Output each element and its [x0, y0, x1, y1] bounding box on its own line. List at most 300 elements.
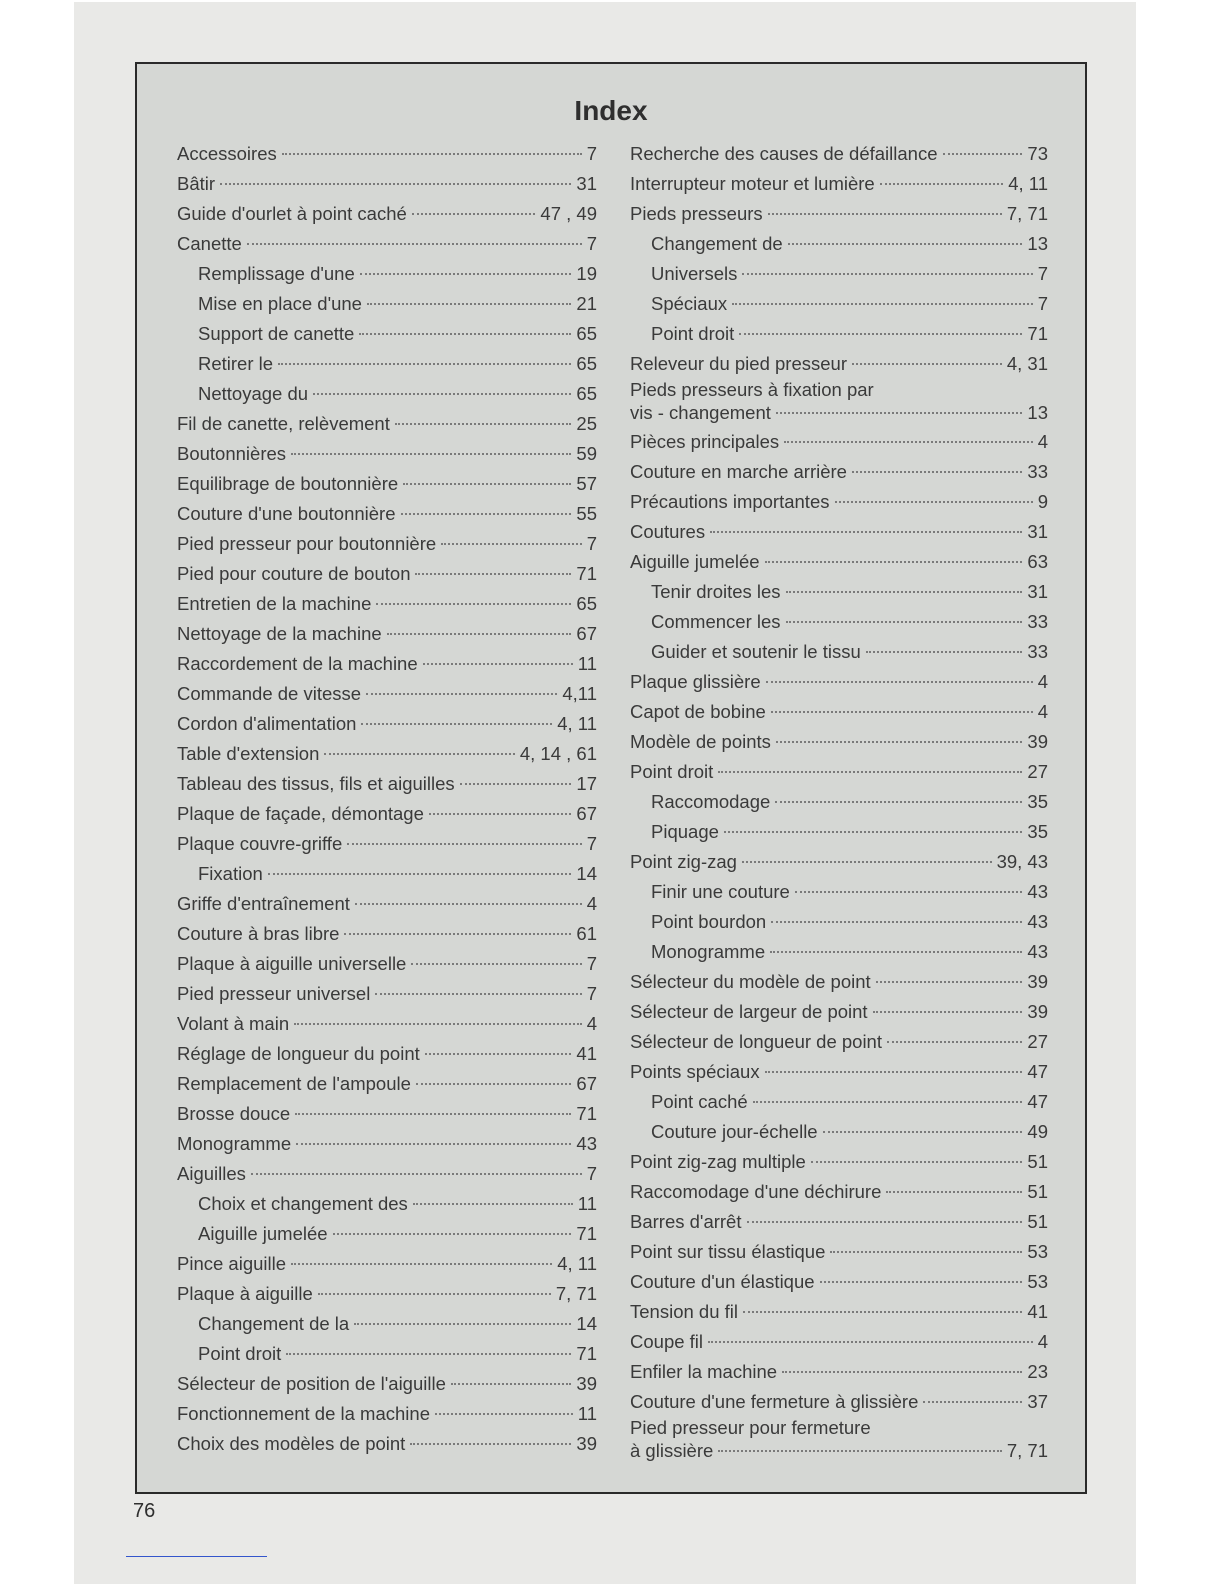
entry-page: 13	[1027, 402, 1048, 423]
index-entry	[630, 1327, 1048, 1357]
dot-leader	[451, 1383, 572, 1385]
index-entry	[177, 559, 597, 589]
entry-page: 4, 14 , 61	[519, 743, 597, 764]
dot-leader	[747, 1221, 1023, 1223]
index-entry	[630, 349, 1048, 379]
entry-label: Accessoires	[177, 143, 277, 164]
left-index-column	[177, 139, 597, 1459]
entry-label: Table d'extension	[177, 743, 320, 764]
index-entry	[177, 829, 597, 859]
entry-label: Aiguille jumelée	[198, 1223, 328, 1244]
entry-label: Interrupteur moteur et lumière	[630, 173, 875, 194]
dot-leader	[753, 1101, 1023, 1103]
index-entry	[630, 967, 1048, 997]
entry-label: Tableau des tissus, fils et aiguilles	[177, 773, 455, 794]
entry-page: 31	[1027, 581, 1048, 602]
entry-label: Réglage de longueur du point	[177, 1043, 420, 1064]
index-entry	[177, 589, 597, 619]
entry-label: Guide d'ourlet à point caché	[177, 203, 407, 224]
dot-leader	[866, 651, 1023, 653]
entry-label: Bâtir	[177, 173, 216, 194]
dot-leader	[395, 423, 572, 425]
entry-label: Point sur tissu élastique	[630, 1241, 826, 1262]
dot-leader	[732, 303, 1033, 305]
index-entry	[177, 469, 597, 499]
entry-label: Pieds presseurs	[630, 203, 763, 224]
entry-label: Pince aiguille	[177, 1253, 287, 1274]
entry-label: Canette	[177, 233, 242, 254]
dot-leader	[333, 1233, 572, 1235]
dot-leader	[765, 1071, 1023, 1073]
dot-leader	[880, 183, 1004, 185]
index-entry	[630, 547, 1048, 577]
dot-leader	[220, 183, 571, 185]
entry-page: 27	[1027, 761, 1048, 782]
index-entry	[630, 517, 1048, 547]
entry-label: Plaque couvre-griffe	[177, 833, 343, 854]
entry-page: 14	[576, 1313, 597, 1334]
entry-page: 31	[576, 173, 597, 194]
dot-leader	[742, 273, 1032, 275]
entry-label: Recherche des causes de défaillance	[630, 143, 938, 164]
index-entry	[177, 979, 597, 1009]
entry-page: 11	[577, 1403, 597, 1424]
index-entry	[630, 787, 1048, 817]
entry-page: 37	[1027, 1391, 1048, 1412]
dot-leader	[278, 363, 571, 365]
entry-label: Retirer le	[198, 353, 274, 374]
index-entry	[177, 1279, 597, 1309]
entry-page: 47 , 49	[540, 203, 597, 224]
entry-page: 14	[576, 863, 597, 884]
dot-leader	[739, 333, 1022, 335]
index-entry	[177, 199, 597, 229]
entry-page: 67	[576, 1073, 597, 1094]
index-entry	[177, 1249, 597, 1279]
dot-leader	[347, 843, 581, 845]
index-entry	[177, 1069, 597, 1099]
entry-page: 33	[1027, 641, 1048, 662]
entry-label: Point droit	[198, 1343, 282, 1364]
dot-leader	[295, 1113, 571, 1115]
entry-label: Fixation	[198, 863, 263, 884]
entry-label: Guider et soutenir le tissu	[651, 641, 861, 662]
dot-leader	[795, 891, 1023, 893]
entry-page: 35	[1027, 821, 1048, 842]
entry-page: 4, 11	[557, 713, 597, 734]
dot-leader	[771, 711, 1033, 713]
entry-page: 19	[576, 263, 597, 284]
dot-leader	[835, 501, 1033, 503]
dot-leader	[401, 513, 572, 515]
entry-page: 43	[1027, 941, 1048, 962]
entry-page: 4	[1037, 1331, 1048, 1352]
entry-label: Tension du fil	[630, 1301, 738, 1322]
entry-label: Couture d'un élastique	[630, 1271, 815, 1292]
dot-leader	[873, 1011, 1023, 1013]
dot-leader	[425, 1053, 572, 1055]
dot-leader	[360, 273, 572, 275]
index-entry	[630, 139, 1048, 169]
entry-page: 7	[586, 233, 597, 254]
entry-page: 21	[576, 293, 597, 314]
entry-continuation	[630, 401, 1048, 427]
dot-leader	[830, 1251, 1022, 1253]
entry-label: Volant à main	[177, 1013, 290, 1034]
dot-leader	[887, 1041, 1022, 1043]
entry-page: 9	[1037, 491, 1048, 512]
entry-label: Raccomodage	[651, 791, 771, 812]
entry-label: Changement de la	[198, 1313, 350, 1334]
index-entry	[177, 709, 597, 739]
entry-page: 43	[1027, 911, 1048, 932]
index-entry	[177, 739, 597, 769]
index-entry	[177, 409, 597, 439]
entry-page: 71	[1027, 323, 1048, 344]
index-entry	[630, 229, 1048, 259]
index-entry	[630, 379, 1048, 427]
entry-page: 25	[576, 413, 597, 434]
entry-page: 65	[576, 593, 597, 614]
dot-leader	[886, 1191, 1022, 1193]
dot-leader	[923, 1401, 1022, 1403]
entry-label: Equilibrage de boutonnière	[177, 473, 399, 494]
index-entry	[630, 289, 1048, 319]
index-entry	[630, 1147, 1048, 1177]
entry-label: Plaque à aiguille	[177, 1283, 313, 1304]
entry-page: 7	[586, 1163, 597, 1184]
dot-leader	[776, 412, 1023, 414]
entry-page: 4,11	[562, 683, 597, 704]
index-entry	[630, 169, 1048, 199]
index-entry	[630, 1027, 1048, 1057]
dot-leader	[786, 621, 1023, 623]
index-entry	[630, 847, 1048, 877]
entry-label: Choix des modèles de point	[177, 1433, 406, 1454]
index-entry	[630, 1207, 1048, 1237]
index-entry	[177, 1099, 597, 1129]
link-underline	[126, 1556, 267, 1557]
dot-leader	[823, 1131, 1023, 1133]
entry-label: Griffe d'entraînement	[177, 893, 350, 914]
dot-leader	[247, 243, 582, 245]
dot-leader	[766, 681, 1033, 683]
entry-label: Mise en place d'une	[198, 293, 362, 314]
entry-label: Pied presseur pour fermeture	[630, 1417, 871, 1438]
entry-label: Aiguilles	[177, 1163, 246, 1184]
entry-label: Coupe fil	[630, 1331, 704, 1352]
index-entry	[630, 1237, 1048, 1267]
entry-page: 4, 11	[1008, 173, 1048, 194]
dot-leader	[387, 633, 572, 635]
entry-label: Plaque glissière	[630, 671, 761, 692]
index-entry	[177, 319, 597, 349]
dot-leader	[820, 1281, 1023, 1283]
dot-leader	[413, 1203, 573, 1205]
dot-leader	[344, 933, 571, 935]
index-entry	[177, 1339, 597, 1369]
entry-page: 4	[1037, 671, 1048, 692]
index-entry	[177, 439, 597, 469]
index-entry	[630, 487, 1048, 517]
entry-page: 7	[586, 833, 597, 854]
index-entry	[630, 199, 1048, 229]
index-entry	[630, 319, 1048, 349]
index-entry	[177, 169, 597, 199]
entry-label-continued: à glissière	[630, 1440, 714, 1461]
dot-leader	[768, 213, 1002, 215]
entry-page: 39	[1027, 1001, 1048, 1022]
entry-label: Fil de canette, relèvement	[177, 413, 390, 434]
entry-page: 53	[1027, 1241, 1048, 1262]
entry-label: Sélecteur de position de l'aiguille	[177, 1373, 446, 1394]
entry-label-continued: vis - changement	[630, 402, 771, 423]
entry-label: Spéciaux	[651, 293, 728, 314]
dot-leader	[788, 243, 1023, 245]
index-entry	[630, 997, 1048, 1027]
dot-leader	[355, 903, 582, 905]
entry-label: Piquage	[651, 821, 719, 842]
entry-label: Point zig-zag	[630, 851, 737, 872]
index-entry	[177, 1039, 597, 1069]
entry-label: Coutures	[630, 521, 706, 542]
entry-label: Aiguille jumelée	[630, 551, 760, 572]
index-entry	[630, 877, 1048, 907]
dot-leader	[375, 993, 581, 995]
entry-label: Plaque à aiguille universelle	[177, 953, 407, 974]
index-entry	[630, 427, 1048, 457]
index-entry	[177, 259, 597, 289]
index-entry	[630, 1387, 1048, 1417]
entry-label: Monogramme	[651, 941, 766, 962]
dot-leader	[410, 1443, 571, 1445]
dot-leader	[811, 1161, 1023, 1163]
entry-label: Releveur du pied presseur	[630, 353, 847, 374]
index-entry	[177, 499, 597, 529]
entry-page: 4	[586, 893, 597, 914]
entry-page: 61	[576, 923, 597, 944]
dot-leader	[765, 561, 1023, 563]
index-entry	[630, 1417, 1048, 1465]
dot-leader	[324, 753, 514, 755]
entry-page: 4	[586, 1013, 597, 1034]
dot-leader	[782, 1371, 1022, 1373]
index-entry	[177, 1129, 597, 1159]
index-title: Index	[574, 95, 648, 126]
dot-leader	[852, 363, 1002, 365]
dot-leader	[423, 663, 573, 665]
entry-page: 4, 11	[557, 1253, 597, 1274]
entry-label: Modèle de points	[630, 731, 771, 752]
dot-leader	[313, 393, 571, 395]
index-entry	[630, 757, 1048, 787]
dot-leader	[718, 1450, 1002, 1452]
entry-page: 33	[1027, 461, 1048, 482]
dot-leader	[318, 1293, 551, 1295]
dot-leader	[429, 813, 572, 815]
index-entry	[630, 1117, 1048, 1147]
dot-leader	[775, 801, 1022, 803]
index-entry	[177, 889, 597, 919]
entry-label: Point bourdon	[651, 911, 767, 932]
entry-page: 41	[1027, 1301, 1048, 1322]
entry-page: 17	[576, 773, 597, 794]
entry-page: 23	[1027, 1361, 1048, 1382]
entry-label: Couture d'une boutonnière	[177, 503, 396, 524]
entry-label: Choix et changement des	[198, 1193, 408, 1214]
index-entry	[630, 1177, 1048, 1207]
entry-label: Point caché	[651, 1091, 748, 1112]
entry-label: Pièces principales	[630, 431, 780, 452]
index-entry	[177, 349, 597, 379]
index-entry	[630, 607, 1048, 637]
dot-leader	[724, 831, 1023, 833]
dot-leader	[943, 153, 1023, 155]
dot-leader	[412, 213, 536, 215]
entry-page: 51	[1027, 1151, 1048, 1172]
entry-label: Précautions importantes	[630, 491, 830, 512]
index-entry	[177, 769, 597, 799]
entry-label: Fonctionnement de la machine	[177, 1403, 430, 1424]
entry-page: 43	[1027, 881, 1048, 902]
index-entry	[630, 1087, 1048, 1117]
dot-leader	[718, 771, 1022, 773]
entry-page: 4, 31	[1006, 353, 1048, 374]
entry-page: 65	[576, 353, 597, 374]
index-entry	[177, 679, 597, 709]
dot-leader	[786, 591, 1023, 593]
entry-page: 71	[576, 1223, 597, 1244]
index-entry	[630, 937, 1048, 967]
entry-label: Point droit	[630, 761, 714, 782]
index-entry	[177, 289, 597, 319]
entry-label: Entretien de la machine	[177, 593, 372, 614]
entry-label: Pied presseur pour boutonnière	[177, 533, 437, 554]
entry-page: 67	[576, 803, 597, 824]
index-entry	[177, 379, 597, 409]
index-entry	[177, 1219, 597, 1249]
entry-label: Enfiler la machine	[630, 1361, 778, 1382]
entry-page: 39	[1027, 731, 1048, 752]
entry-label: Couture d'une fermeture à glissière	[630, 1391, 919, 1412]
index-entry	[630, 697, 1048, 727]
entry-page: 7	[586, 983, 597, 1004]
entry-page: 71	[576, 1103, 597, 1124]
entry-label: Cordon d'alimentation	[177, 713, 357, 734]
index-entry	[177, 619, 597, 649]
dot-leader	[291, 453, 571, 455]
entry-page: 59	[576, 443, 597, 464]
entry-label: Changement de	[651, 233, 783, 254]
dot-leader	[354, 1323, 571, 1325]
index-entry	[630, 817, 1048, 847]
entry-label: Points spéciaux	[630, 1061, 760, 1082]
index-entry	[177, 859, 597, 889]
entry-label: Point zig-zag multiple	[630, 1151, 806, 1172]
index-entry	[177, 1369, 597, 1399]
dot-leader	[776, 741, 1023, 743]
index-entry	[630, 727, 1048, 757]
entry-label: Remplacement de l'ampoule	[177, 1073, 411, 1094]
index-entry	[630, 667, 1048, 697]
entry-page: 11	[577, 1193, 597, 1214]
entry-label: Capot de bobine	[630, 701, 766, 722]
entry-page: 39	[1027, 971, 1048, 992]
entry-page: 7	[586, 143, 597, 164]
entry-page: 7	[586, 953, 597, 974]
entry-label: Plaque de façade, démontage	[177, 803, 424, 824]
entry-page: 39	[576, 1373, 597, 1394]
index-entry	[630, 637, 1048, 667]
entry-label: Monogramme	[177, 1133, 292, 1154]
dot-leader	[359, 333, 571, 335]
entry-label: Finir une couture	[651, 881, 790, 902]
entry-label: Pied presseur universel	[177, 983, 371, 1004]
entry-page: 13	[1027, 233, 1048, 254]
index-entry	[177, 649, 597, 679]
entry-label: Couture jour-échelle	[651, 1121, 818, 1142]
dot-leader	[291, 1263, 552, 1265]
index-entry	[177, 1399, 597, 1429]
dot-leader	[708, 1341, 1033, 1343]
entry-page: 53	[1027, 1271, 1048, 1292]
index-entry	[177, 529, 597, 559]
entry-label: Pieds presseurs à fixation par	[630, 379, 874, 400]
dot-leader	[416, 1083, 572, 1085]
entry-label: Brosse douce	[177, 1103, 291, 1124]
entry-label: Couture en marche arrière	[630, 461, 847, 482]
entry-page: 39, 43	[996, 851, 1048, 872]
entry-page: 39	[576, 1433, 597, 1454]
index-entry	[177, 229, 597, 259]
entry-page: 47	[1027, 1061, 1048, 1082]
dot-leader	[710, 531, 1022, 533]
entry-page: 51	[1027, 1181, 1048, 1202]
dot-leader	[460, 783, 572, 785]
index-entry	[630, 259, 1048, 289]
dot-leader	[742, 861, 992, 863]
index-entry	[630, 577, 1048, 607]
entry-label: Boutonnières	[177, 443, 287, 464]
entry-page: 31	[1027, 521, 1048, 542]
entry-page: 65	[576, 323, 597, 344]
entry-page: 11	[577, 653, 597, 674]
dot-leader	[296, 1143, 571, 1145]
page-number: 76	[133, 1500, 156, 1522]
index-entry	[177, 919, 597, 949]
index-entry	[630, 457, 1048, 487]
entry-page: 33	[1027, 611, 1048, 632]
entry-page: 43	[576, 1133, 597, 1154]
entry-page: 73	[1027, 143, 1048, 164]
entry-page: 47	[1027, 1091, 1048, 1112]
index-entry	[630, 1357, 1048, 1387]
entry-page: 49	[1027, 1121, 1048, 1142]
entry-label: Commencer les	[651, 611, 781, 632]
entry-page: 7	[1037, 263, 1048, 284]
entry-page: 55	[576, 503, 597, 524]
index-entry	[630, 1267, 1048, 1297]
dot-leader	[403, 483, 571, 485]
index-entry	[630, 1057, 1048, 1087]
entry-page: 27	[1027, 1031, 1048, 1052]
entry-page: 7, 71	[1006, 203, 1048, 224]
entry-page: 7	[586, 533, 597, 554]
dot-leader	[784, 441, 1033, 443]
entry-page: 67	[576, 623, 597, 644]
index-entry	[177, 139, 597, 169]
entry-page: 35	[1027, 791, 1048, 812]
